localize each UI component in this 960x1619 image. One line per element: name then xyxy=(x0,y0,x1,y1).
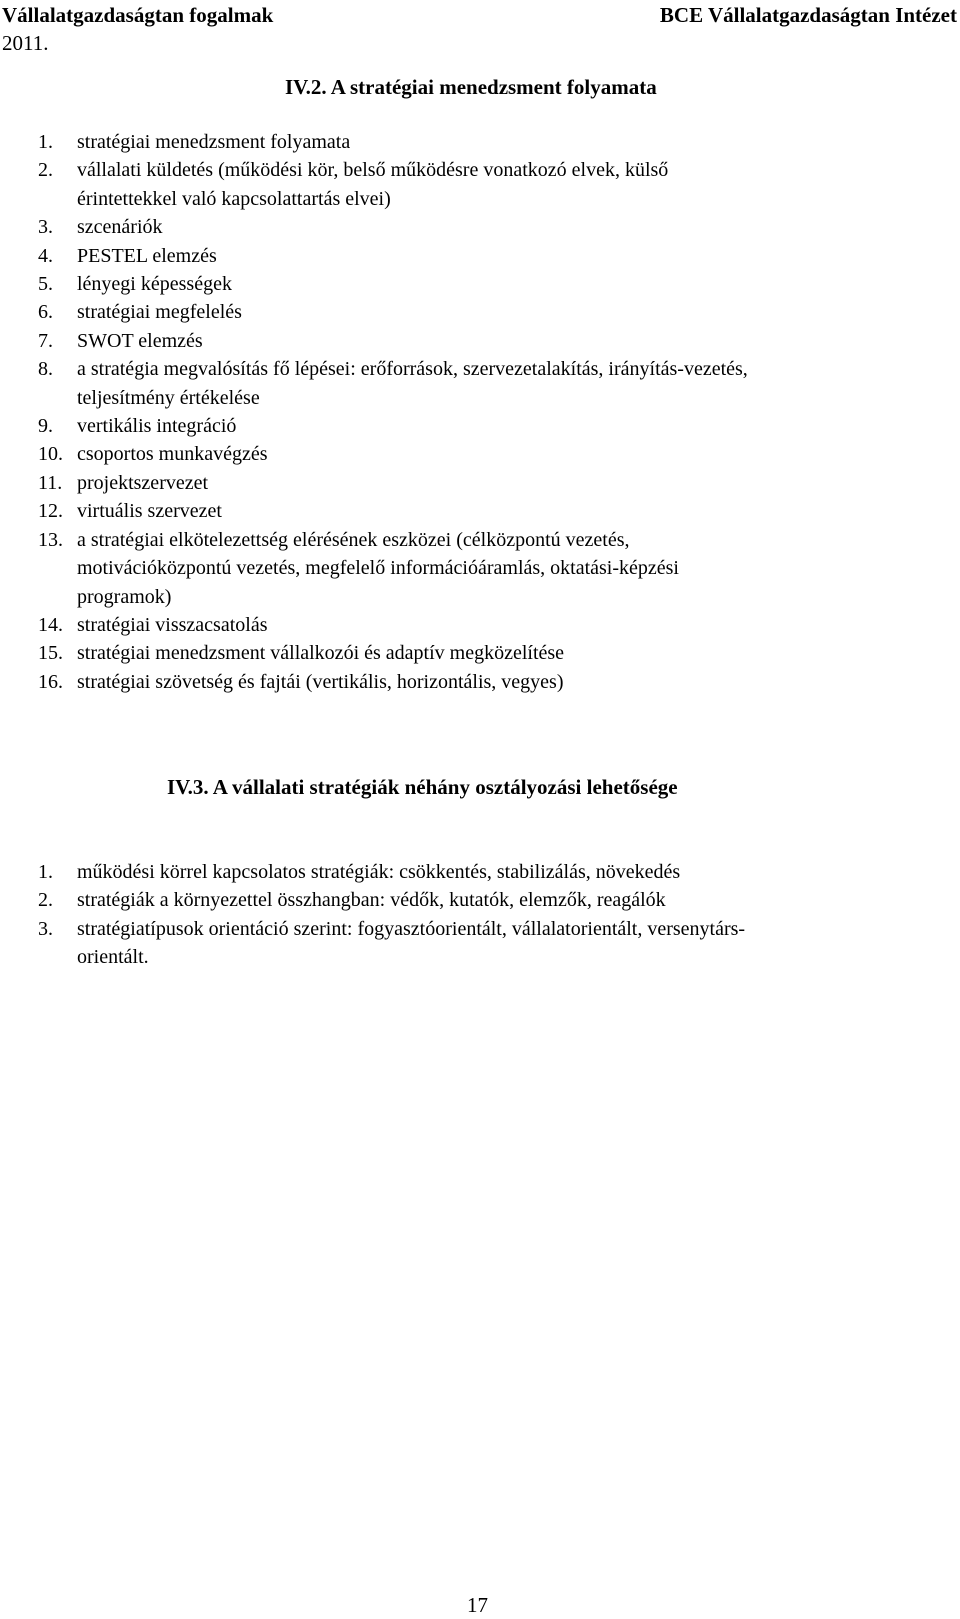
item-number: 16. xyxy=(38,670,63,693)
item-text: a stratégia megvalósítás fő lépései: erőforrások, szervezetalakítás, irányítás-vezetés, teljesítmény értékelése xyxy=(77,358,748,409)
item-number: 1. xyxy=(38,131,53,153)
list-item xyxy=(38,128,928,156)
item-number: 13. xyxy=(38,528,63,551)
list-item xyxy=(38,327,928,355)
item-number: 5. xyxy=(38,273,53,296)
list-item xyxy=(38,886,928,914)
item-text: projektszervezet xyxy=(77,471,209,494)
item-number: 10. xyxy=(38,443,63,466)
item-text: stratégiai szövetség és fajtái (vertikális, horizontális, vegyes) xyxy=(77,670,564,693)
list-item xyxy=(38,156,928,213)
list-item xyxy=(38,412,928,440)
item-text: SWOT elemzés xyxy=(77,329,203,352)
list-item xyxy=(38,497,928,525)
item-text: stratégiai menedzsment vállalkozói és adaptív megközelítése xyxy=(77,642,565,665)
list-item xyxy=(38,213,928,241)
item-number: 8. xyxy=(38,358,53,381)
item-text: virtuális szervezet xyxy=(77,500,222,523)
list-item xyxy=(38,270,928,298)
item-text: a stratégiai elkötelezettség elérésének eszközei (célközpontú vezetés, motivációközpontú vezetés, megfelelő információáramlás, oktatási-képzési programok) xyxy=(77,528,679,608)
item-text: lényegi képességek xyxy=(77,273,232,296)
item-number: 2. xyxy=(38,159,53,182)
item-text: stratégiai megfelelés xyxy=(77,301,242,324)
item-number: 3. xyxy=(38,917,53,940)
item-number: 12. xyxy=(38,500,63,523)
page-header xyxy=(0,0,960,60)
item-text: PESTEL elemzés xyxy=(77,244,217,267)
item-text: stratégiatípusok orientáció szerint: fogyasztóorientált, vállalatorientált, versenytárs- orientált. xyxy=(77,917,746,969)
item-number: 11. xyxy=(38,471,63,494)
item-number: 2. xyxy=(38,889,53,912)
item-text: szcenáriók xyxy=(77,216,163,239)
item-text: vertikális integráció xyxy=(77,415,237,438)
item-number: 7. xyxy=(38,329,53,352)
list-item xyxy=(38,915,928,972)
item-text: stratégiák a környezettel összhangban: védők, kutatók, elemzők, reagálók xyxy=(77,889,666,912)
item-text: működési körrel kapcsolatos stratégiák: csökkentés, stabilizálás, növekedés xyxy=(77,861,681,883)
list-item xyxy=(38,526,928,611)
list-item xyxy=(38,639,928,667)
item-number: 9. xyxy=(38,415,53,438)
page-number: 17 xyxy=(467,1593,488,1617)
item-text: csoportos munkavégzés xyxy=(77,443,268,466)
item-number: 6. xyxy=(38,301,53,324)
list-item xyxy=(38,611,928,639)
section-heading-strategic-management-process: IV.2. A stratégiai menedzsment folyamata xyxy=(285,75,657,99)
list-item xyxy=(38,355,928,412)
list-item xyxy=(38,298,928,326)
header-course-title: Vállalatgazdaságtan fogalmak xyxy=(2,3,274,27)
list-item xyxy=(38,242,928,270)
list-item xyxy=(38,858,928,886)
item-number: 15. xyxy=(38,642,63,665)
item-text: stratégiai menedzsment folyamata xyxy=(77,131,351,153)
list-item xyxy=(38,668,928,696)
strategic-management-term-list xyxy=(38,128,928,696)
item-text: vállalati küldetés (működési kör, belső működésre vonatkozó elvek, külső érintettekkel való kapcsolattartás elvei) xyxy=(77,159,669,210)
item-number: 4. xyxy=(38,244,53,267)
header-year: 2011. xyxy=(2,31,49,55)
item-number: 3. xyxy=(38,216,53,239)
strategy-classification-list xyxy=(38,858,928,972)
item-text: stratégiai visszacsatolás xyxy=(77,613,268,636)
list-item xyxy=(38,469,928,497)
item-number: 1. xyxy=(38,861,53,883)
section-heading-strategy-classification: IV.3. A vállalati stratégiák néhány osztályozási lehetősége xyxy=(167,775,678,799)
item-number: 14. xyxy=(38,613,63,636)
header-institute-name: BCE Vállalatgazdaságtan Intézet xyxy=(659,3,957,27)
list-item xyxy=(38,440,928,468)
